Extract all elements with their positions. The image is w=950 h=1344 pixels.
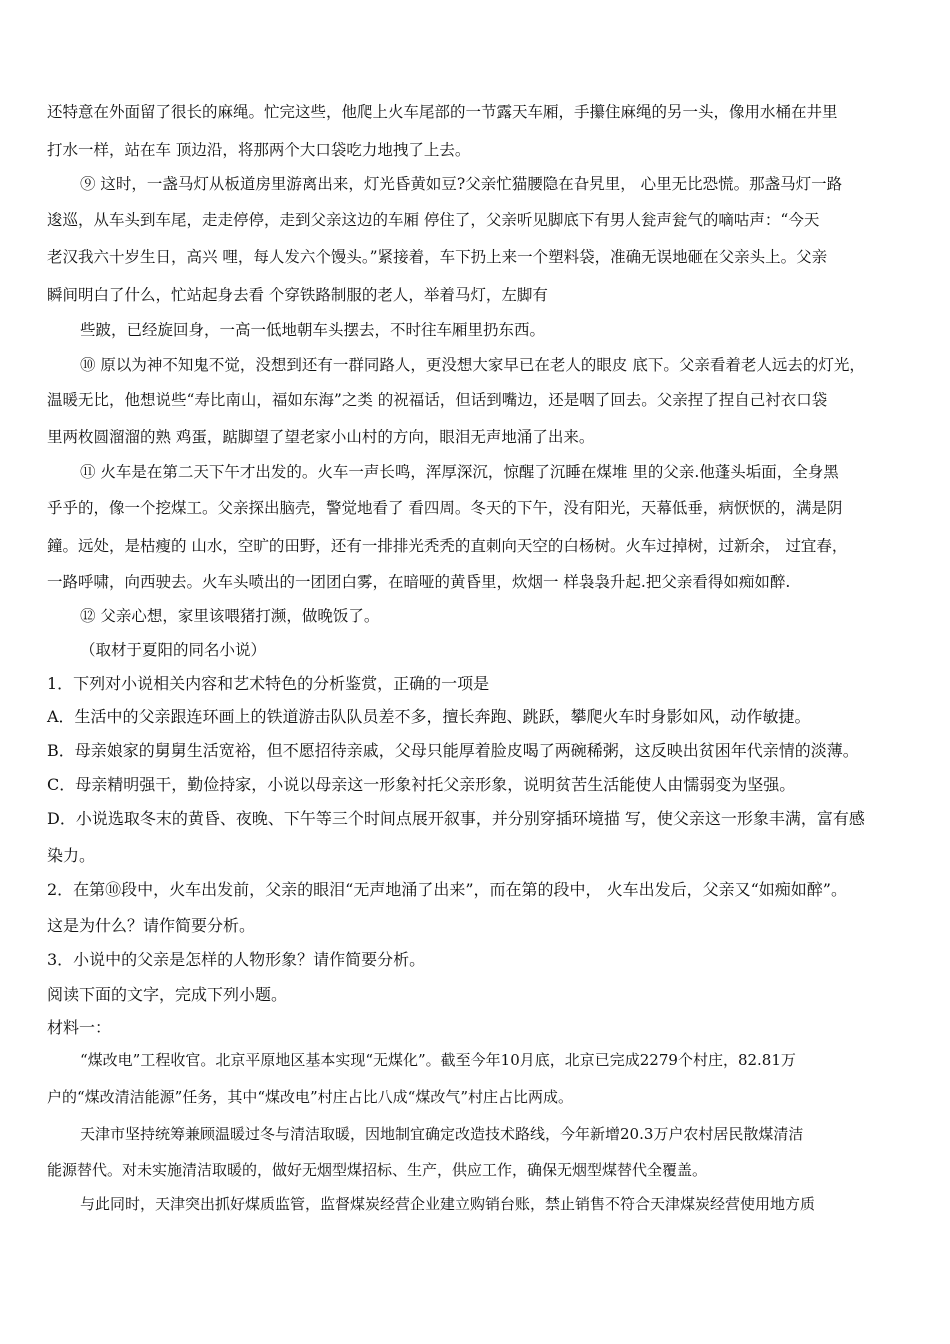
reading-instruction: 阅读下面的文字，完成下列小题。 <box>47 985 288 1004</box>
material-line: 户的“煤改清洁能源”任务，其中“煤改电”村庄占比八成“煤改气”村庄占比两成。 <box>47 1088 574 1106</box>
story-line: 乎乎的，像一个挖煤工。父亲探出脑壳，警觉地看了 看四周。冬天的下午，没有阳光，天幕低垂，病恹恹的，满是阴 <box>47 499 843 517</box>
paragraph-12: ⑫ 父亲心想，家里该喂猪打濒，做晚饭了。 <box>80 607 380 625</box>
story-line: 些跛，已经旋回身，一高一低地朝车头摆去，不时往车厢里扔东西。 <box>80 321 546 339</box>
question-2: 2．在第⑩段中，火车出发前，父亲的眼泪“无声地涌了出来”，而在第的段中， 火车出发后，父亲又“如痴如醉”。 <box>47 880 847 899</box>
option-d: D．小说选取冬末的黄昏、夜晚、下午等三个时间点展开叙事，并分别穿插环境描 写，使父亲这一形象丰满，富有感 <box>47 809 865 828</box>
story-line: 鐘。远处，是枯瘦的 山水，空旷的田野，还有一排排光秃秃的直刺向天空的白杨树。火车过掉树，过新余， 过宜春， <box>47 537 848 555</box>
paragraph-11-start: ⑪ 火车是在第二天下午才出发的。火车一声长鸣，浑厚深沉，惊醒了沉睡在煤堆 里的父亲.他蓬头垢面，全身黑 <box>80 463 839 481</box>
story-line: 老汉我六十岁生日，高兴 哩，每人发六个馒头。”紧接着，车下扔上来一个塑料袋，准确无误地砸在父亲头上。父亲 <box>47 248 828 266</box>
source-note: （取材于夏阳的同名小说） <box>80 641 267 659</box>
option-b: B．母亲娘家的舅舅生活宽裕，但不愿招待亲戚，父母只能厚着脸皮喝了两碗稀粥，这反映出贫困年代亲情的淡薄。 <box>47 741 859 760</box>
material-paragraph-3: 与此同时，天津突出抓好煤质监管，监督煤炭经营企业建立购销台账，禁止销售不符合天津煤炭经营使用地方质 <box>80 1195 816 1213</box>
story-line: 一路呼啸，向西驶去。火车头喷出的一团团白雾，在暗哑的黄昏里，炊烟一 样袅袅升起.把父亲看得如痴如醉. <box>47 573 791 591</box>
question-2-continued: 这是为什么？请作简要分析。 <box>47 916 256 935</box>
paragraph-10-start: ⑩ 原以为神不知鬼不觉，没想到还有一群同路人，更没想大家早已在老人的眼皮 底下。父亲看着老人远去的灯光， <box>80 356 865 374</box>
story-line: 打水一样，站在车 顶边沿，将那两个大口袋吃力地拽了上去。 <box>47 141 471 159</box>
material-paragraph-2: 天津市坚持统筹兼顾温暖过冬与清洁取暖，因地制宜确定改造技术路线，今年新增20.3万户农村居民散煤清洁 <box>80 1125 804 1143</box>
material-line: 能源替代。对未实施清洁取暖的，做好无烟型煤招标、生产，供应工作，确保无烟型煤替代全覆盖。 <box>47 1161 708 1179</box>
material-one-heading: 材料一： <box>47 1018 112 1037</box>
option-d-continued: 染力。 <box>47 846 96 865</box>
question-1: 1．下列对小说相关内容和艺术特色的分析鉴赏，正确的一项是 <box>47 674 490 693</box>
story-line: 里两枚圆溜溜的熟 鸡蛋，踮脚望了望老家小山村的方向，眼泪无声地涌了出来。 <box>47 428 595 446</box>
story-line: 瞬间明白了什么，忙站起身去看 个穿铁路制服的老人，举着马灯，左脚有 <box>47 286 548 304</box>
option-a: A．生活中的父亲跟连环画上的铁道游击队队员差不多，擅长奔跑、跳跃，攀爬火车时身影如风，动作敏捷。 <box>47 707 811 726</box>
story-line: 温暖无比，他想说些“寿比南山，福如东海”之类 的祝福话，但话到嘴边，还是咽了回去。父亲捏了捏自己衬衣口袋 <box>47 391 828 409</box>
story-line: 还特意在外面留了很长的麻绳。忙完这些，他爬上火车尾部的一节露天车厢，手攥住麻绳的另一头，像用水桶在井里 <box>47 103 838 121</box>
material-paragraph-1: “煤改电”工程收官。北京平原地区基本实现“无煤化”。截至今年10月底，北京已完成2279个村庄，82.81万 <box>80 1051 796 1069</box>
option-c: C．母亲精明强干，勤俭持家，小说以母亲这一形象衬托父亲形象，说明贫苦生活能使人由懦弱变为坚强。 <box>47 775 796 794</box>
paragraph-9-start: ⑨ 这时，一盏马灯从板道房里游离出来，灯光昏黄如豆?父亲忙猫腰隐在旮旯里， 心里无比恐慌。那盏马灯一路 <box>80 175 843 193</box>
story-line: 逡巡，从车头到车尾，走走停停，走到父亲这边的车厢 停住了，父亲听见脚底下有男人瓮声瓮气的嘀咕声：“今天 <box>47 211 820 229</box>
question-3: 3．小说中的父亲是怎样的人物形象？请作简要分析。 <box>47 950 426 969</box>
